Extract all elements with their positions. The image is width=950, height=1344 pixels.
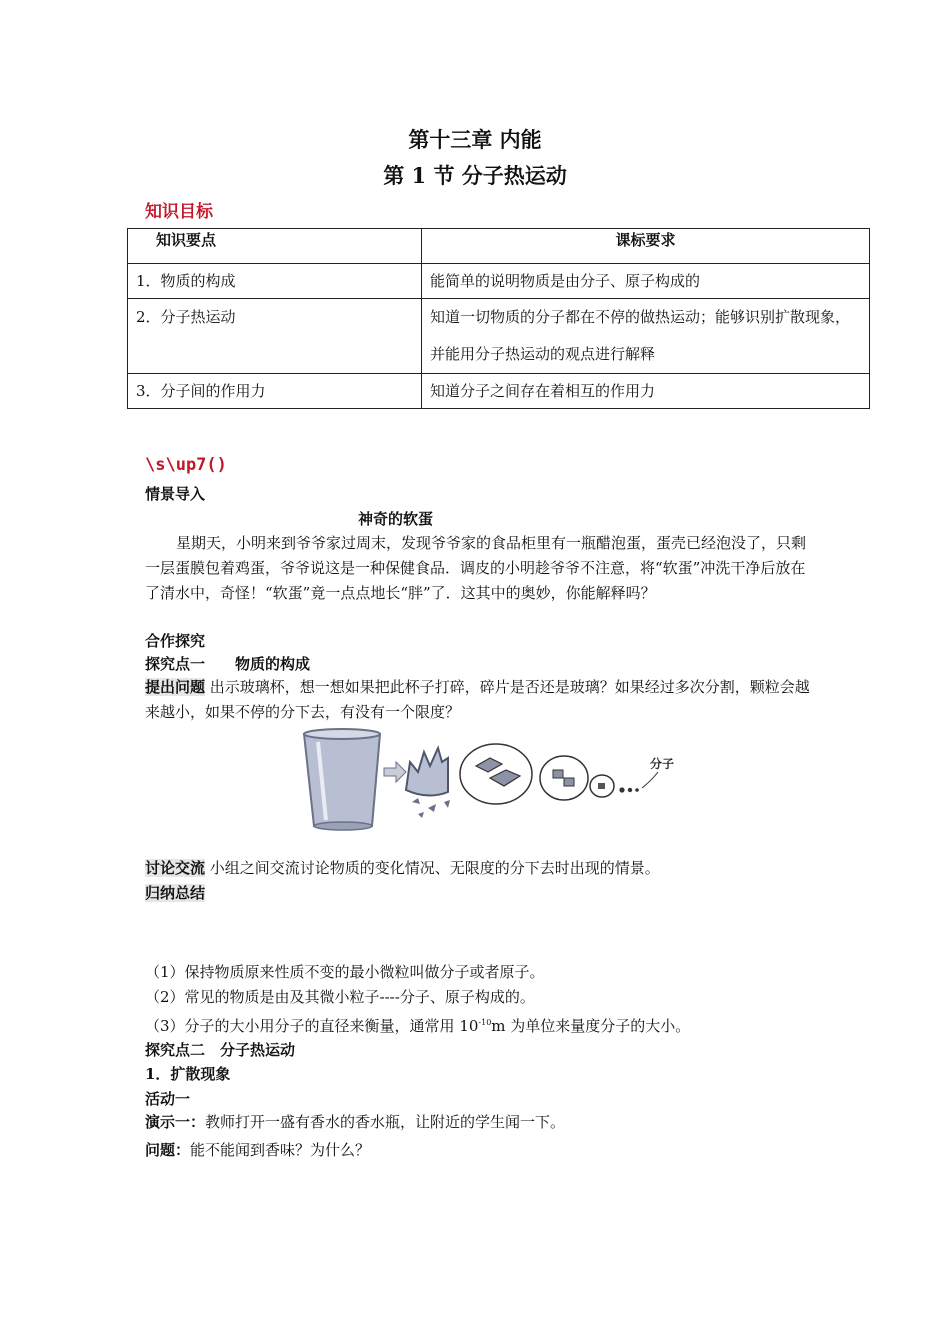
arrow-right-icon bbox=[384, 762, 406, 782]
demo-line bbox=[145, 1110, 565, 1135]
story-paragraph: 星期天，小明来到爷爷家过周末，发现爷爷家的食品柜里有一瓶醋泡蛋，蛋壳已经泡没了，只剩一层蛋膜包着鸡蛋，爷爷说这是一种保健食品．调皮的小明趁爷爷不注意，将“软蛋”冲洗干净后放在了清水中，奇怪！“软蛋”竟一点点地长“胖”了．这其中的奥妙，你能解释吗？ bbox=[145, 534, 807, 602]
point1-heading: 探究点一 物质的构成 bbox=[145, 655, 311, 673]
small-circle-icon bbox=[590, 775, 614, 797]
field-code: \s\up7() bbox=[145, 455, 227, 475]
summary-item-3 bbox=[145, 1010, 690, 1039]
table-cell: 知道一切物质的分子都在不停的做热运动；能够识别扩散现象，并能用分子热运动的观点进行解释 bbox=[422, 299, 870, 374]
point2-heading: 探究点二 分子热运动 bbox=[145, 1041, 296, 1059]
intro-heading: 情景导入 bbox=[145, 485, 206, 503]
summary-label: 归纳总结 bbox=[145, 884, 206, 902]
molecule-division-figure bbox=[268, 722, 688, 834]
question-label: 问题： bbox=[145, 1141, 191, 1159]
ask-label: 提出问题 bbox=[145, 678, 206, 696]
section-title: 第 1 节 分子热运动 bbox=[383, 163, 567, 188]
table-cell: 2．分子热运动 bbox=[128, 299, 422, 374]
exponent: -10 bbox=[478, 1018, 492, 1027]
figure-label-molecule: 分子 bbox=[650, 757, 675, 771]
table-cell: 能简单的说明物质是由分子、原子构成的 bbox=[422, 264, 870, 299]
question-line bbox=[145, 1138, 370, 1163]
table-cell: 3．分子间的作用力 bbox=[128, 374, 422, 409]
table-row bbox=[128, 264, 870, 299]
summary-item-3-unit: m 为单位来量度分子的大小。 bbox=[491, 1017, 691, 1035]
molecule-dots-icon bbox=[619, 772, 658, 793]
diffusion-heading: 1．扩散现象 bbox=[145, 1065, 231, 1083]
table-row bbox=[128, 374, 870, 409]
summary-item-1: （1）保持物质原来性质不变的最小微粒叫做分子或者原子。 bbox=[145, 963, 545, 981]
glass-cup-icon bbox=[304, 729, 380, 830]
coop-heading: 合作探究 bbox=[145, 632, 206, 650]
table-header: 课标要求 bbox=[422, 229, 870, 264]
table-row bbox=[128, 299, 870, 374]
summary-item-3-text: （3）分子的大小用分子的直径来衡量，通常用 10 bbox=[145, 1017, 479, 1035]
activity-heading: 活动一 bbox=[145, 1090, 191, 1108]
table-header-row bbox=[128, 229, 870, 264]
table-cell: 1．物质的构成 bbox=[128, 264, 422, 299]
table-header: 知识要点 bbox=[128, 229, 422, 264]
summary-item-2: （2）常见的物质是由及其微小粒子----分子、原子构成的。 bbox=[145, 988, 535, 1006]
ask-text: 出示玻璃杯，想一想如果把此杯子打碎，碎片是否还是玻璃？如果经过多次分割，颗粒会越来越小，如果不停的分下去，有没有一个限度？ bbox=[145, 678, 810, 721]
goals-heading: 知识目标 bbox=[145, 202, 213, 222]
story-title: 神奇的软蛋 bbox=[358, 510, 434, 528]
summary-heading bbox=[145, 881, 205, 906]
fragments-circle-icon bbox=[460, 744, 532, 804]
discuss-text: 小组之间交流讨论物质的变化情况、无限度的分下去时出现的情景。 bbox=[209, 859, 660, 877]
chapter-title: 第十三章 内能 bbox=[408, 127, 542, 152]
demo-text: 教师打开一盛有香水的香水瓶，让附近的学生闻一下。 bbox=[205, 1113, 566, 1131]
discuss-paragraph bbox=[145, 856, 810, 881]
pieces-circle-icon bbox=[540, 756, 588, 800]
ask-paragraph bbox=[145, 675, 810, 725]
question-text: 能不能闻到香味？为什么？ bbox=[190, 1141, 371, 1159]
broken-glass-icon bbox=[406, 748, 450, 818]
demo-label: 演示一： bbox=[145, 1113, 206, 1131]
knowledge-goals-table bbox=[127, 228, 870, 409]
discuss-label: 讨论交流 bbox=[145, 859, 206, 877]
table-cell: 知道分子之间存在着相互的作用力 bbox=[422, 374, 870, 409]
